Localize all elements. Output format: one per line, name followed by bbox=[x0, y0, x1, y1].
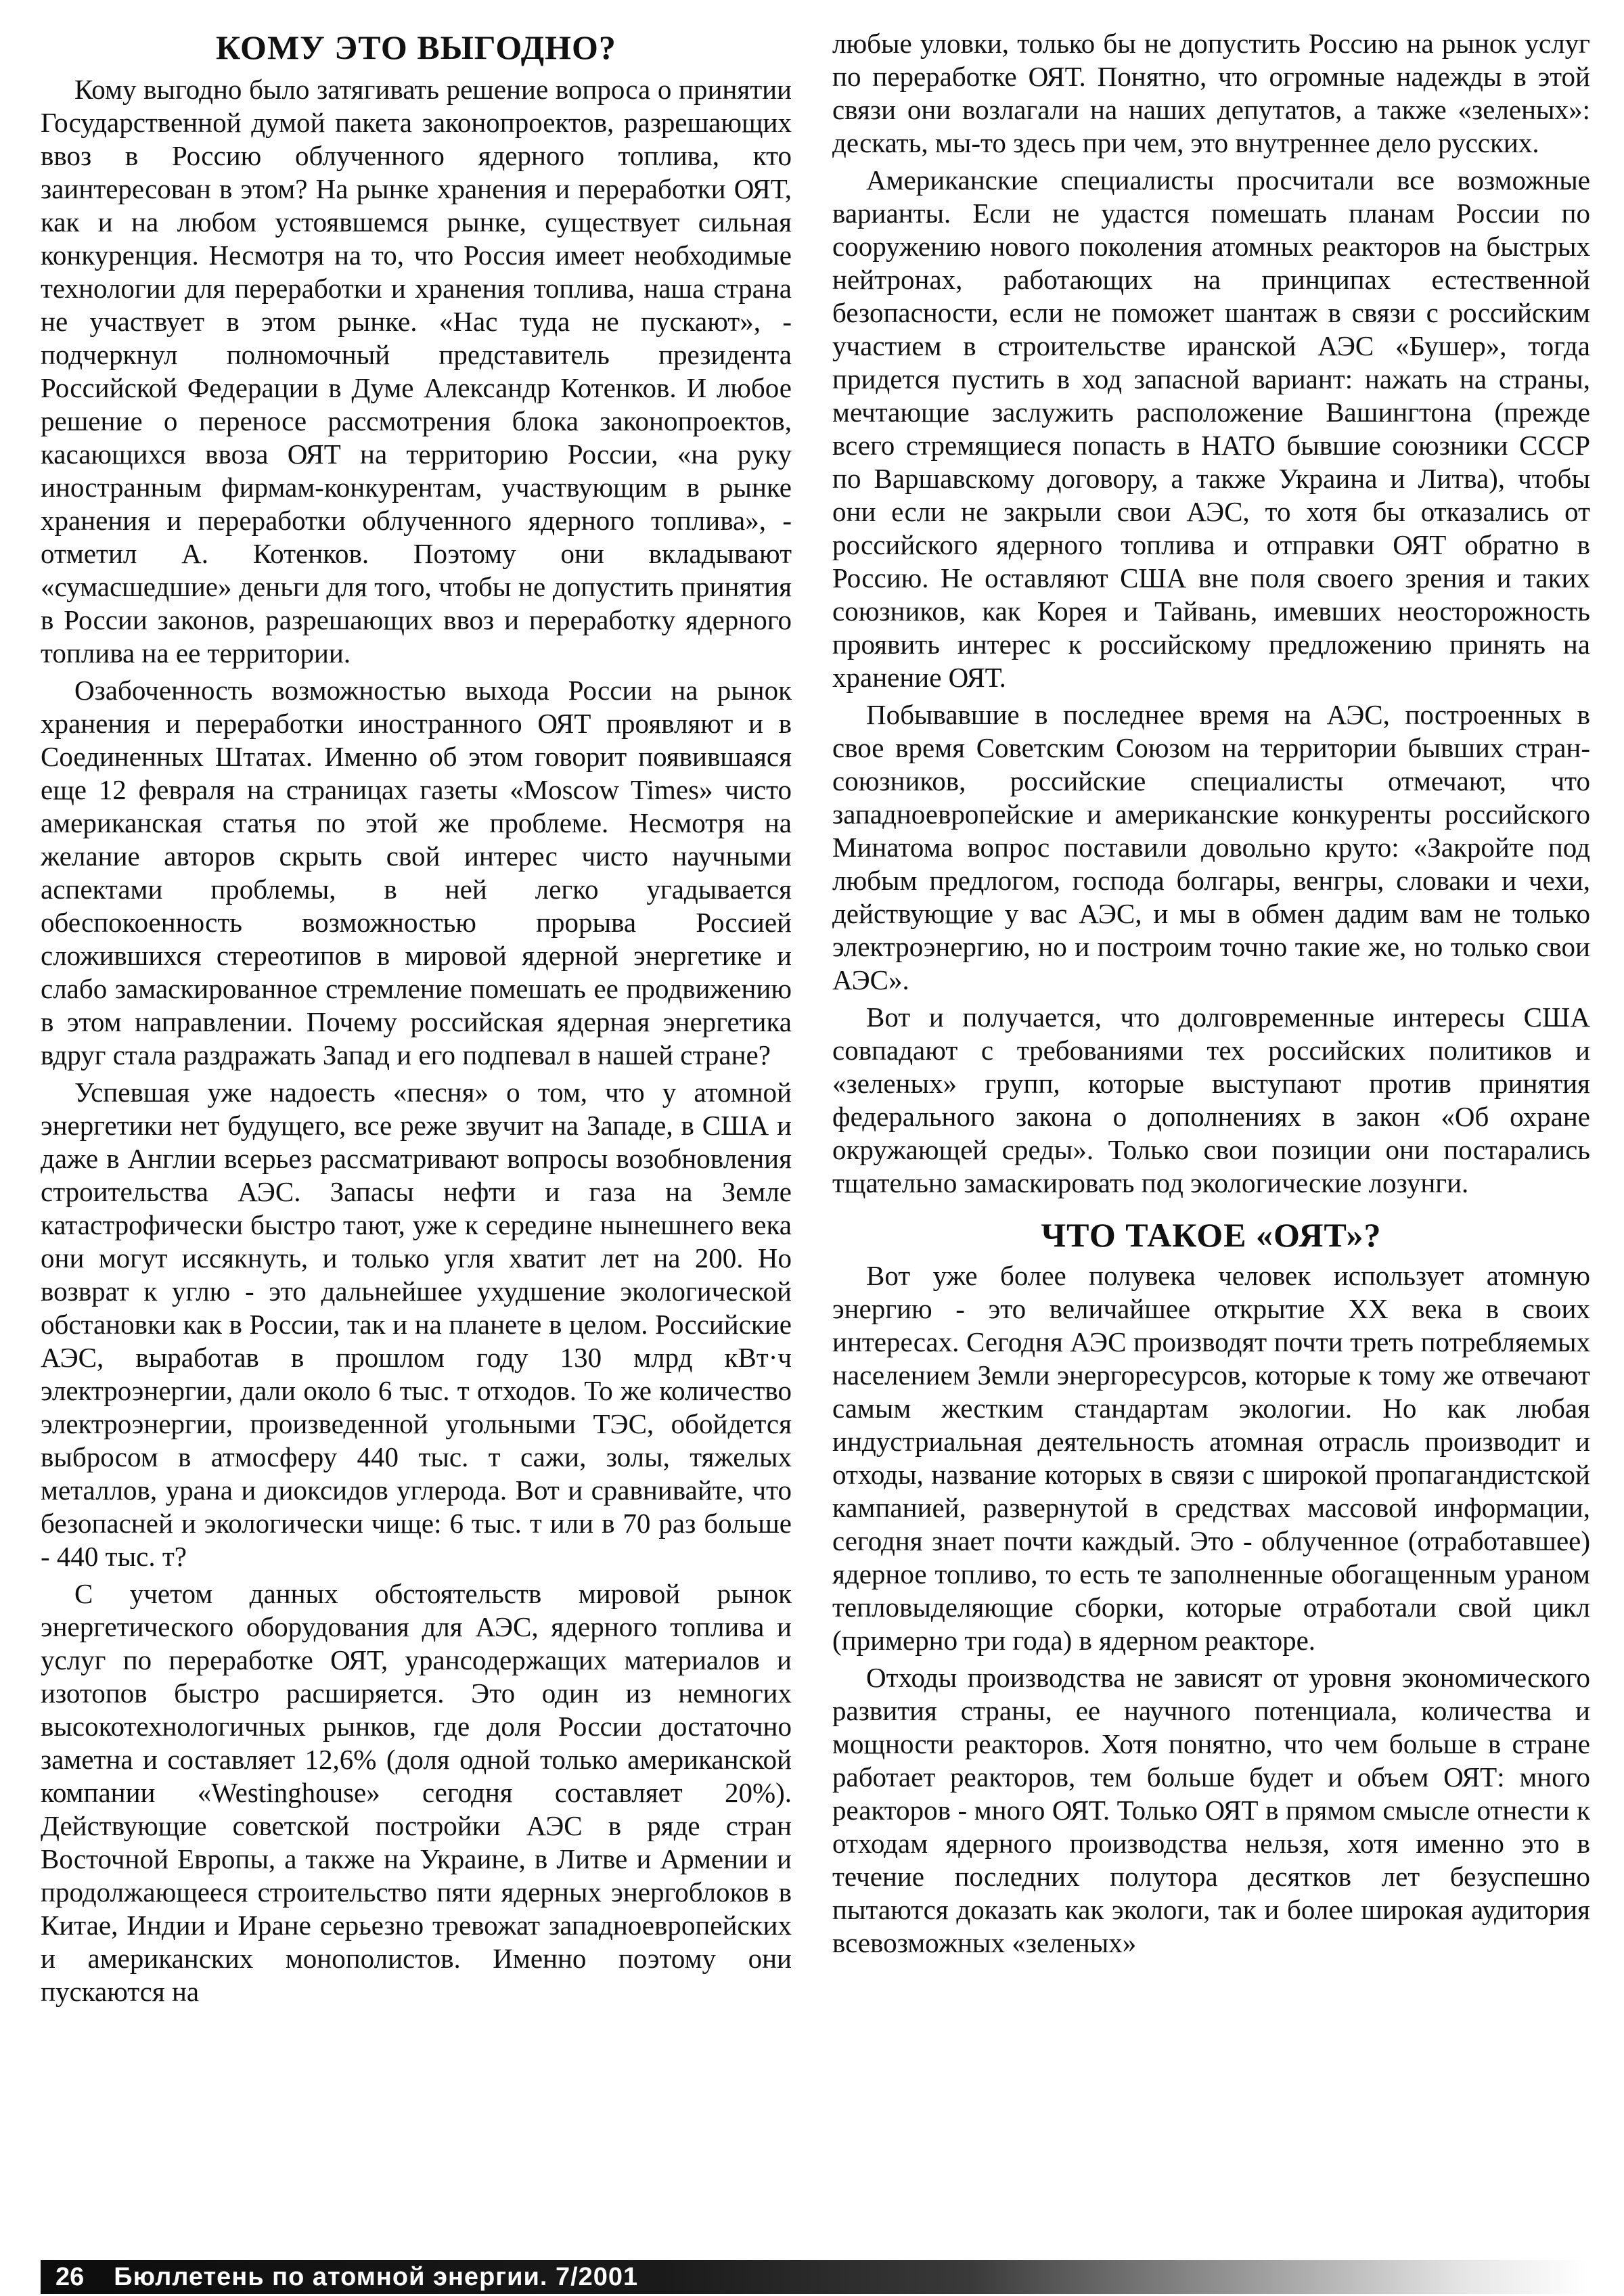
paragraph: Вот и получается, что долговременные интересы США совпадают с требованиями тех российских политиков и «зеленых» групп, которые выступают против принятия федерального закона о дополнениях в закон «Об охране окружающей среды». Только свои позиции они постарались тщательно замаскировать под экологические лозунги. bbox=[832, 1001, 1590, 1198]
right-column bbox=[832, 27, 1590, 2260]
paragraph: С учетом данных обстоятельств мировой рынок энергетического оборудования для АЭС, ядерного топлива и услуг по переработке ОЯТ, урансодержащих материалов и изотопов быстро расширяется. Это один из немногих высокотехнологичных рынков, где доля России достаточно заметна и составляет 12,6% (доля одной только американской компании «Westinghouse» сегодня составляет 20%). Действующие советской постройки АЭС в ряде стран Восточной Европы, а также на Украине, в Литве и Армении и продолжающееся строительство пяти ядерных энергоблоков в Китае, Индии и Иране серьезно тревожат западноевропейских и американских монополистов. Именно поэтому они пускаются на bbox=[41, 1578, 792, 2007]
section-heading-what-is-snf: ЧТО ТАКОЕ «ОЯТ»? bbox=[1041, 1216, 1382, 1254]
paragraph: Успевшая уже надоесть «песня» о том, что у атомной энергетики нет будущего, все реже звучит на Западе, в США и даже в Англии всерьез рассматривают вопросы возобновления строительства АЭС. Запасы нефти и газа на Земле катастрофически быстро тают, уже к середине нынешнего века они могут иссякнуть, и только угля хватит лет на 200. Но возврат к углю - это дальнейшее ухудшение экологической обстановки как в России, так и на планете в целом. Российские АЭС, выработав в прошлом году 130 млрд кВт·ч электроэнергии, дали около 6 тыс. т отходов. То же количество электроэнергии, произведенной угольными ТЭС, обойдется выбросом в атмосферу 440 тыс. т сажи, золы, тяжелых металлов, урана и диоксидов углерода. Вот и сравнивайте, что безопасней и экологически чище: 6 тыс. т или в 70 раз больше - 440 тыс. т? bbox=[41, 1077, 792, 1572]
left-column bbox=[41, 27, 792, 2260]
magazine-page bbox=[41, 27, 1590, 2260]
paragraph: Побывавшие в последнее время на АЭС, построенных в свое время Советским Союзом на территории бывших стран-союзников, российские специалисты отмечают, что западноевропейские и американские конкуренты российского Минатома вопрос поставили довольно круто: «Закройте под любым предлогом, господа болгары, венгры, словаки и чехи, действующие у вас АЭС, и мы в обмен дадим вам не только электроэнергию, но и построим точно такие же, но только свои АЭС». bbox=[832, 699, 1590, 995]
paragraph: Вот уже более полувека человек использует атомную энергию - это величайшее открытие XX века в своих интересах. Сегодня АЭС производят почти треть потребляемых населением Земли энергоресурсов, которые к тому же отвечают самым жестким стандартам экологии. Но как любая индустриальная деятельность атомная отрасль производит и отходы, название которых в связи с широкой пропагандистской кампанией, развернутой в средствах массовой информации, сегодня знает почти каждый. Это - облученное (отработавшее) ядерное топливо, то есть те заполненные обогащенным ураном тепловыделяющие сборки, которые отработали свой цикл (примерно три года) в ядерном реакторе. bbox=[832, 1260, 1590, 1656]
paragraph: Кому выгодно было затягивать решение вопроса о принятии Государственной думой пакета законопроектов, разрешающих ввоз в Россию облученного ядерного топлива, кто заинтересован в этом? На рынке хранения и переработки ОЯТ, как и на любом устоявшемся рынке, существует сильная конкуренция. Несмотря на то, что Россия имеет необходимые технологии для переработки и хранения топлива, наша страна не участвует в этом рынке. «Нас туда не пускают», - подчеркнул полномочный представитель президента Российской Федерации в Думе Александр Котенков. И любое решение о переносе рассмотрения блока законопроектов, касающихся ввоза ОЯТ на территорию России, «на руку иностранным фирмам-конкурентам, участвующим в рынке хранения и переработки облученного ядерного топлива», - отметил А. Котенков. Поэтому они вкладывают «сумасшедшие» деньги для того, чтобы не допустить принятия в России законов, разрешающих ввоз и переработку ядерного топлива на ее территории. bbox=[41, 74, 792, 669]
paragraph: Отходы производства не зависят от уровня экономического развития страны, ее научного потенциала, количества и мощности реакторов. Хотя понятно, что чем больше в стране работает реакторов, тем больше будет и объем ОЯТ: много реакторов - много ОЯТ. Только ОЯТ в прямом смысле отнести к отходам ядерного производства нельзя, хотя именно это в течение последних полутора десятков лет безуспешно пытаются доказать как экологи, так и более широкая аудитория всевозможных «зеленых» bbox=[832, 1662, 1590, 1958]
page-number: 26 bbox=[55, 2262, 85, 2291]
publication-title: Бюллетень по атомной энергии. 7/2001 bbox=[114, 2262, 639, 2291]
section-heading-who-benefits: КОМУ ЭТО ВЫГОДНО? bbox=[216, 28, 616, 66]
paragraph: Озабоченность возможностью выхода России на рынок хранения и переработки иностранного ОЯТ проявляют и в Соединенных Штатах. Именно об этом говорит появившаяся еще 12 февраля на страницах газеты «Moscow Times» чисто американская статья по этой же проблеме. Несмотря на желание авторов скрыть свой интерес чисто научными аспектами проблемы, в ней легко угадывается обеспокоенность возможностью прорыва Россией сложившихся стереотипов в мировой ядерной энергетике и слабо замаскированное стремление помешать ее продвижению в этом направлении. Почему российская ядерная энергетика вдруг стала раздражать Запад и его подпевал в нашей стране? bbox=[41, 675, 792, 1071]
article-columns bbox=[41, 27, 1590, 2260]
page-footer bbox=[41, 2260, 1590, 2294]
paragraph-continued: любые уловки, только бы не допустить Россию на рынок услуг по переработке ОЯТ. Понятно, что огромные надежды в этой связи они возлагали на наших депутатов, а также «зеленых»: дескать, мы-то здесь при чем, это внутреннее дело русских. bbox=[832, 28, 1590, 158]
paragraph: Американские специалисты просчитали все возможные варианты. Если не удастся помешать планам России по сооружению нового поколения атомных реакторов на быстрых нейтронах, работающих на принципах естественной безопасности, если не поможет шантаж в связи с российским участием в строительстве иранской АЭС «Бушер», тогда придется пустить в ход запасной вариант: нажать на страны, мечтающие заслужить расположение Вашингтона (прежде всего стремящиеся попасть в НАТО бывшие союзники СССР по Варшавскому договору, а также Украина и Литва), чтобы они если не закрыли свои АЭС, то хотя бы отказались от российского ядерного топлива и отправки ОЯТ обратно в Россию. Не оставляют США вне поля своего зрения и таких союзников, как Корея и Тайвань, имевших неосторожность проявить интерес к российскому предложению принять на хранение ОЯТ. bbox=[832, 164, 1590, 693]
